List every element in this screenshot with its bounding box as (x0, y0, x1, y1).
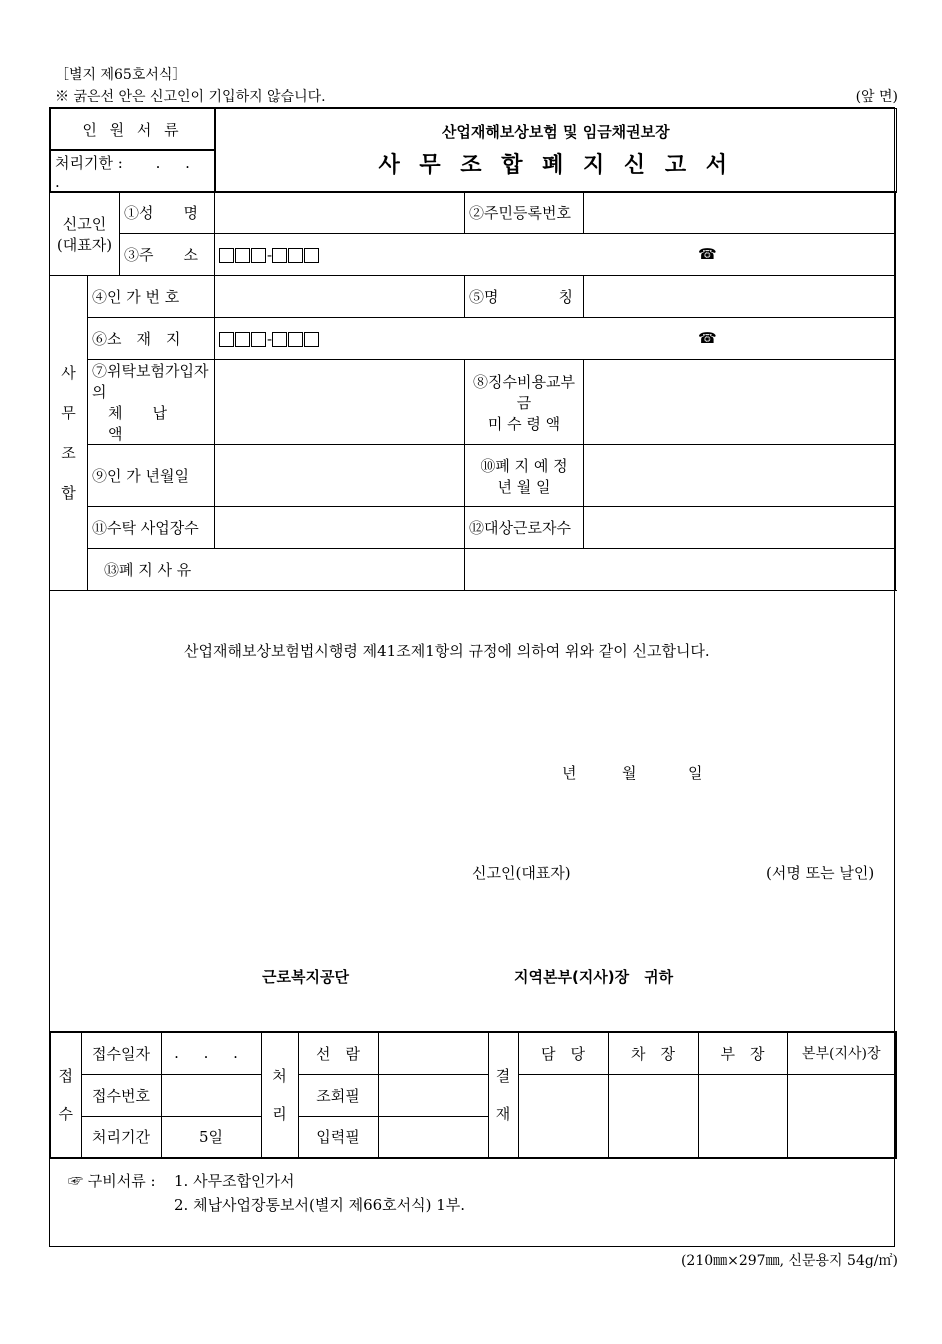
sign-box-head[interactable] (787, 1074, 896, 1158)
deadline-cell (50, 150, 215, 192)
period-value: 5일 (161, 1116, 261, 1158)
arrears-label-2: 체 납 액 (108, 404, 197, 443)
name-field[interactable] (215, 192, 465, 234)
applicant-group (50, 192, 120, 276)
location-field[interactable] (215, 318, 896, 360)
union-char: 사 (61, 364, 76, 382)
address-label: ③주 소 (120, 234, 215, 276)
union-char: 합 (61, 484, 76, 502)
form-number: ［별지 제65호서식］ (55, 67, 187, 83)
permit-date-field[interactable] (215, 445, 465, 507)
receipt-date-field[interactable]: . . . (161, 1032, 261, 1074)
phone-icon: ☎ (698, 245, 717, 263)
form-note: ※ 굵은선 안은 신고인이 기입하지 않습니다. (55, 89, 326, 105)
check-label: 조회필 (298, 1074, 378, 1116)
date-year: 년 (562, 764, 577, 782)
docs-label: 인 원 서 류 (50, 108, 215, 150)
closure-date-label-1: ⑩폐 지 예 정 (480, 456, 568, 475)
date-day: 일 (688, 764, 703, 782)
uncollected-label-1: ⑧징수비용교부금 (473, 372, 575, 412)
reception-char: 접 (58, 1067, 73, 1085)
receipt-date-label: 접수일자 (81, 1032, 161, 1074)
info-table (49, 191, 896, 591)
workers-field[interactable] (584, 507, 896, 549)
attachment-item-2: 2. 체납사업장통보서(별지 제66호서식) 1부. (174, 1196, 466, 1214)
sign-box-staff[interactable] (518, 1074, 608, 1158)
date-month: 월 (622, 764, 637, 782)
sign-box-manager[interactable] (698, 1074, 787, 1158)
uncollected-label-2: 미 수 령 액 (487, 414, 561, 433)
arrears-label-1: ⑦위탁보험가입자의 (92, 362, 209, 401)
phone-icon: ☎ (698, 329, 717, 347)
form-title: 사 무 조 합 폐 지 신 고 서 (378, 153, 734, 178)
period-label: 처리기간 (81, 1116, 161, 1158)
input-label: 입력필 (298, 1116, 378, 1158)
sign-box-deputy[interactable] (608, 1074, 698, 1158)
union-char: 무 (61, 404, 76, 422)
union-name-field[interactable] (584, 276, 896, 318)
approval-char: 재 (495, 1105, 511, 1123)
closure-date-field[interactable] (584, 445, 896, 507)
closure-date-label (465, 445, 584, 507)
uncollected-field[interactable] (584, 360, 896, 445)
resident-no-label: ②주민등록번호 (465, 192, 584, 234)
workplaces-label: ⑪수탁 사업장수 (88, 507, 215, 549)
arrears-field[interactable] (215, 360, 465, 445)
title-block (49, 107, 897, 193)
page-side: (앞 면) (855, 89, 898, 105)
approval-group (488, 1032, 518, 1158)
sign-label: (서명 또는 날인) (766, 864, 875, 882)
location-label: ⑥소 재 지 (88, 318, 215, 360)
deadline-label: 처리기한 : (55, 153, 123, 172)
deadline-dots: . . . (55, 153, 200, 191)
approver-staff: 담 당 (518, 1032, 608, 1074)
recipient: 지역본부(지사)장 귀하 (514, 968, 674, 986)
reception-char: 수 (58, 1105, 73, 1123)
resident-no-field[interactable] (584, 192, 896, 234)
reception-group (50, 1032, 81, 1158)
reception-table (49, 1031, 897, 1159)
approval-char: 결 (495, 1067, 511, 1085)
address-field[interactable] (215, 234, 896, 276)
process-char: 리 (272, 1105, 287, 1123)
approver-head: 본부(지사)장 (787, 1032, 896, 1074)
union-group (50, 276, 88, 591)
form-subtitle: 산업재해보상보험 및 임금채권보장 (441, 123, 670, 141)
union-group-chars (50, 353, 87, 513)
workers-label: ⑫대상근로자수 (465, 507, 584, 549)
applicant-label: 신고인 (62, 214, 107, 233)
input-field[interactable] (378, 1116, 488, 1158)
reason-field[interactable] (465, 549, 896, 591)
attachments-label: ☞ 구비서류 : (68, 1172, 156, 1190)
applicant-label-2: (대표자) (56, 235, 113, 254)
arrears-label (88, 360, 215, 445)
title-cell (215, 108, 896, 192)
check-field[interactable] (378, 1074, 488, 1116)
agency-name: 근로복지공단 (262, 968, 349, 986)
postal-dash: - (267, 245, 273, 264)
attachment-item-1: 1. 사무조합인가서 (174, 1172, 295, 1190)
receipt-no-field[interactable] (161, 1074, 261, 1116)
postal-dash: - (267, 329, 273, 348)
statement: 산업재해보상보험법시행령 제41조제1항의 규정에 의하여 위와 같이 신고합니다. (184, 642, 710, 660)
uncollected-label (465, 360, 584, 445)
permit-date-label: ⑨인 가 년월일 (88, 445, 215, 507)
reporter-label: 신고인(대표자) (472, 864, 571, 882)
workplaces-field[interactable] (215, 507, 465, 549)
review-label: 선 람 (298, 1032, 378, 1074)
approver-manager: 부 장 (698, 1032, 787, 1074)
union-char: 조 (61, 444, 76, 462)
closure-date-label-2: 년 월 일 (497, 477, 551, 496)
name-label: ①성 명 (120, 192, 215, 234)
process-char: 처 (272, 1067, 287, 1085)
process-group (261, 1032, 298, 1158)
receipt-no-label: 접수번호 (81, 1074, 161, 1116)
reason-label: ⑬폐 지 사 유 (88, 549, 465, 591)
review-field[interactable] (378, 1032, 488, 1074)
union-name-label: ⑤명 칭 (465, 276, 584, 318)
approver-deputy: 차 장 (608, 1032, 698, 1074)
permit-no-field[interactable] (215, 276, 465, 318)
paper-spec: (210㎜×297㎜, 신문용지 54g/㎡) (680, 1253, 898, 1269)
permit-no-label: ④인 가 번 호 (88, 276, 215, 318)
